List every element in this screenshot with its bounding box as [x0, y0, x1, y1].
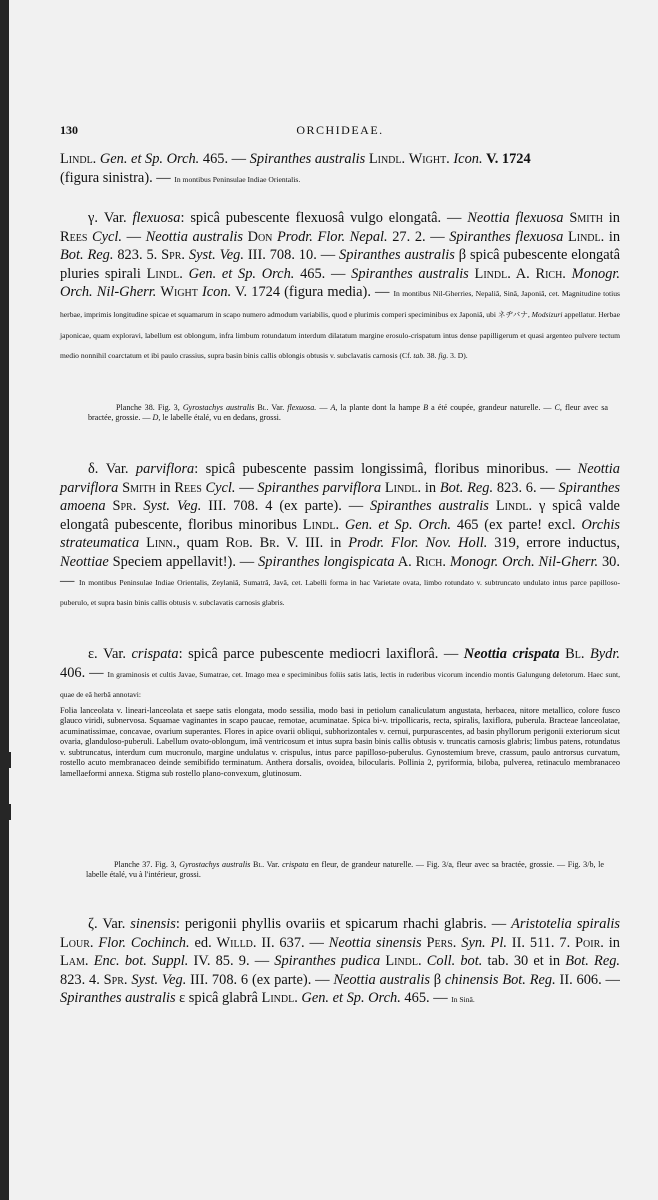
reference-number: 30. —: [60, 553, 620, 589]
reference-number: 406. —: [60, 664, 104, 681]
diagnosis: β spicâ pubescente elongatâ pluries spirali: [60, 247, 620, 282]
variety-letter: γ. Var.: [88, 210, 127, 226]
synonym: Spiranthes flexuosa: [449, 228, 564, 245]
synonym: Orchis strateumatica: [60, 516, 620, 552]
work-title: Icon.: [202, 284, 232, 301]
author: Wight.: [408, 151, 450, 167]
variety-description: [60, 460, 620, 613]
author: Spr.: [112, 498, 137, 515]
reference-number: 465. —: [202, 151, 247, 167]
scan-edge-mark: [0, 752, 11, 768]
synonym: Spiranthes parviflora: [257, 479, 382, 496]
work-title: Cycl.: [92, 228, 122, 245]
plate-caption-38: [88, 403, 608, 424]
author: Lindl.: [567, 228, 605, 245]
plate-variety: flexuosa.: [287, 403, 317, 412]
synonym: Neottia flexuosa: [467, 210, 564, 226]
work-title: Gen. et Sp. Orch.: [301, 990, 401, 1007]
author: Lour.: [60, 934, 94, 951]
variety-crispata: [60, 645, 620, 779]
synonym: Spiranthes longispicata: [258, 553, 395, 570]
reference-number: 319, errore inductus,: [494, 535, 620, 552]
work-title: Bot. Reg.: [565, 953, 621, 970]
author: Lindl.: [146, 265, 183, 282]
synonym: Spiranthes australis: [60, 990, 176, 1007]
reference-number: III. 708. 4 (ex parte). —: [208, 498, 364, 515]
reference-number: 823. 4.: [60, 971, 100, 988]
author: Don: [247, 228, 273, 245]
figure-letter: A,: [330, 403, 338, 412]
variety-name: sinensis: [130, 916, 176, 932]
work-title: Enc. bot. Suppl.: [93, 953, 189, 970]
figure-note: (figura sinistra). —: [60, 169, 171, 186]
variety-parviflora: [60, 460, 620, 613]
variety-flexuosa: [60, 209, 620, 366]
synonym: Spiranthes australis: [370, 498, 489, 515]
synonym: Neottia sinensis: [328, 934, 422, 951]
diagnosis: : perigonii phyllis ovariis et spicarum rhachi glabris. —: [175, 916, 507, 932]
author: Bl.: [253, 860, 265, 869]
author: Rich.: [415, 553, 446, 570]
reference-number: III. 708. 6 (ex parte). —: [190, 971, 330, 988]
page-number: 130: [60, 123, 78, 137]
connector: in: [424, 479, 437, 496]
connector: A.: [515, 265, 530, 282]
author: Spr.: [103, 971, 128, 988]
diagnosis: : spicâ pubescente passim longissimâ, floribus minoribus. —: [194, 461, 571, 477]
work-title: Bot. Reg.: [60, 247, 114, 264]
author: Bl.: [565, 646, 585, 662]
plate-genus: Gyrostachys australis: [182, 403, 255, 412]
connector: —: [126, 228, 141, 245]
connector: in: [608, 228, 621, 245]
reference-number: V. 1724 (figura media). —: [235, 284, 390, 301]
connector: ed.: [194, 934, 212, 951]
synonym: Spiranthes amoena: [60, 479, 621, 515]
author: Lindl.: [261, 990, 298, 1007]
figure-letter: C,: [554, 403, 562, 412]
connector: —: [239, 479, 254, 496]
reference-number: 465. —: [404, 990, 448, 1007]
synonym: chinensis: [444, 971, 499, 988]
synonym: Neottia australis: [333, 971, 430, 988]
variety-name: flexuosa: [132, 210, 181, 226]
author: Bl.: [257, 403, 269, 412]
work-title: Monogr. Orch. Nil-Gherr.: [60, 265, 621, 301]
author: Smith: [122, 479, 156, 496]
author: Pers.: [426, 934, 457, 951]
author: Lindl.: [384, 479, 422, 496]
work-title: Monogr. Orch. Nil-Gherr.: [449, 553, 599, 570]
work-title: Flor. Cochinch.: [98, 934, 190, 951]
observation-text: In montibus Peninsulae Indiae Orientalis, Zeylaniâ, Sumatrâ, Javâ, cet. Labelli forma in hac Varietate ovata, limbo rotundato v. subtruncato undulato intus parce papilloso-puberulo, et supra basin binis callis obtusis v. subclavatis carnosis glabris.: [60, 577, 620, 608]
japanese-name: ネヂバナ: [497, 309, 528, 319]
author: Rich.: [535, 265, 566, 282]
running-title: ORCHIDEAE.: [296, 123, 384, 137]
author: Lindl.: [385, 953, 422, 970]
synonym: Aristotelia spiralis: [511, 916, 621, 932]
work-title: Bot. Reg.: [439, 479, 494, 496]
author: Smith: [569, 210, 603, 226]
work-title: Gen. et Sp. Orch.: [188, 265, 295, 282]
diagnosis: ε spicâ glabrâ: [179, 990, 258, 1007]
work-title: Cycl.: [205, 479, 236, 496]
synonym: Neottiae: [60, 553, 109, 570]
diagnosis: γ spicâ valde elongatâ pubescente, floribus minoribus: [60, 498, 620, 533]
reference-number: II. 637. —: [261, 934, 324, 951]
plate-variety: crispata: [282, 860, 309, 869]
connector: A.: [397, 553, 412, 570]
author: Linn.,: [146, 535, 180, 552]
work-title: Bot. Reg.: [502, 971, 556, 988]
author: Wight: [160, 284, 198, 301]
work-title: Bydr.: [589, 646, 620, 662]
reference-number: 27. 2. —: [392, 228, 445, 245]
reference-number: 823. 6. —: [496, 479, 555, 496]
observation-text: In montibus Nil-Gherries, Nepaliâ, Sinâ, Japoniâ, cet. Magnitudine totius herbae, imprimis longitudine spicae et squamarum in scapo numero admodum variabilis, quod e plurimis comperi speciminibus ex Japoniâ, ubi ネヂバナ, Modsizuri appellatur. Herbae japonicae, quam exploravi, labellum est oblongum, infra limbum rotundatum interdum dilatatum margine erosulo-crispatum intus dense papilligerum et quasi argenteo pulvere tectum medio nonnihil coarctatum et ibi paulo crassius, supra basin binis callis oblongis obtusis v. subclavatis carnosis (Cf. tab. 38. fig. 3. D).: [60, 289, 621, 361]
running-header: [60, 123, 620, 141]
synonym: Neottia parviflora: [60, 461, 620, 496]
work-title: Syst. Veg.: [131, 971, 187, 988]
author: Lindl.: [60, 151, 97, 167]
work-title: Prodr. Flor. Nov. Holl.: [348, 535, 488, 552]
author: Rob. Br.: [225, 535, 280, 552]
description-text: Folia lanceolata v. lineari-lanceolata et saepe satis elongata, modo sessilia, modo basi in petiolum canaliculatum angustata, herbacea, nitore metallico, colore fusco glauco viridi, subnervosa. Squamae vaginantes in scapo paucae, remotae, acuminatae. Spica bi-v. tripollicaris, recta, spiralis, laxiflora, puberula. Bracteae lanceolatae, acuminatissimae, concavae, ovarium superantes. Flores in apice ovarii obliqui, subhorizontales v. cernui, purpurascentes, ad basin phyllorum perigonii exteriorum sicut ovaria, glanduloso-puberuli. Labellum ovato-oblongum, imâ ventricosum et intus supra basin binis callis obtusis v. truncatis carnosis glabris; limbus patens, rotundatus v. subtruncatus, interdum cum mucronulo, margine undulatus v. crispulus, intus parce papilloso-puberulus. Gynostemium breve, crassum, paulo antrorsus curvatum, rostello acuto membranaceo deinde semibifido terminatum. Anthera dorsalis, ovoidea, bilocularis. Pollinia 2, pyriformia, biloba, pulverea, retinaculo membranaceo lamellaeformi annexa. Stigma sub rostello plano-convexum, glutinosum.: [60, 705, 620, 778]
work-title: Coll. bot.: [426, 953, 483, 970]
variety-letter: ε. Var.: [88, 646, 126, 662]
plate-caption-37: [86, 860, 604, 881]
author: Lindl.: [474, 265, 511, 282]
diagnosis: : spicâ parce pubescente mediocri laxiflorâ. —: [178, 646, 459, 662]
author: Rees: [174, 479, 202, 496]
scan-gutter-shadow: [0, 0, 9, 1200]
reference-number: 823. 5.: [117, 247, 158, 264]
variety-name: parviflora: [135, 461, 195, 477]
reference-number: II. 511. 7.: [511, 934, 571, 951]
vernacular-name: Modsizuri: [531, 309, 563, 319]
continuation-paragraph: [60, 150, 620, 189]
reference-number: III. 708. 10. —: [247, 247, 336, 264]
connector: in: [608, 934, 620, 951]
reference-number: V. 1724: [486, 151, 531, 167]
author: Spr.: [161, 247, 185, 264]
work-title: Gen. et Sp. Orch.: [344, 516, 452, 533]
plate-caption-text: Planche 38. Fig. 3, Gyrostachys australis Bl. Var. flexuosa. — A, la plante dont la hampe B a été coupée, grandeur naturelle. — C, fleur avec sa bractée, grossie. — D, le labelle étalé, vu en dedans, grossi.: [88, 403, 608, 423]
work-title: Gen. et Sp. Orch.: [99, 151, 200, 167]
diagnosis: : spicâ pubescente flexuosâ vulgo elongatâ. —: [180, 210, 462, 226]
synonym: Spiranthes australis: [339, 247, 455, 264]
habitat-note: In montibus Peninsulae Indiae Orientalis.: [174, 174, 301, 184]
author: Lindl.: [495, 498, 533, 515]
synonym: Neottia australis: [145, 228, 243, 245]
work-title: Icon.: [453, 151, 483, 167]
scan-edge-mark: [0, 804, 11, 820]
connector: in: [608, 210, 620, 226]
connector: quam: [186, 535, 219, 552]
reference-number: V. III. in: [286, 535, 342, 552]
variety-letter: ζ. Var.: [88, 916, 126, 932]
author: Willd.: [216, 934, 257, 951]
diagnosis: β: [433, 971, 442, 988]
author: Lindl.: [302, 516, 340, 533]
connector: tab. 30 et in: [487, 953, 561, 970]
synonym: Spiranthes pudica: [274, 953, 381, 970]
reference-number: II. 606. —: [559, 971, 620, 988]
variety-letter: δ. Var.: [88, 461, 129, 477]
author: Poir.: [575, 934, 604, 951]
connector: Speciem appellavit!). —: [112, 553, 255, 570]
reference-number: 465 (ex parte! excl.: [456, 516, 576, 533]
figure-letter: D,: [152, 413, 161, 423]
observation-text: In graminosis et cultis Javae, Sumatrae, cet. Imago mea e speciminibus foliis satis latis, lectis in ruderibus vicorum incendio montis Galungung deletorum. Haec sunt, quae de eâ herbâ annotavi:: [60, 669, 621, 700]
author: Lam.: [60, 953, 89, 970]
figure-letter: B: [423, 403, 429, 412]
reference-number: IV. 85. 9. —: [193, 953, 270, 970]
plate-genus: Gyrostachys australis: [179, 860, 251, 869]
variety-description: [60, 645, 620, 705]
variety-description: [60, 915, 620, 1010]
variety-description: [60, 209, 620, 366]
synonym: Spiranthes australis: [351, 265, 469, 282]
plate-caption-text: Planche 37. Fig. 3, Gyrostachys australis Bl. Var. crispata en fleur, de grandeur naturelle. — Fig. 3/a, fleur avec sa bractée, grossie. — Fig. 3/b, le labelle étalé, vu à l'intérieur, grossi.: [86, 860, 605, 880]
author: Lindl.: [368, 151, 406, 167]
variety-sinensis: [60, 915, 620, 1010]
reference-number: 465. —: [300, 265, 346, 282]
work-title: Syst. Veg.: [143, 498, 202, 515]
work-title: Prodr. Flor. Nepal.: [277, 228, 388, 245]
habitat-note: In Sinâ.: [451, 995, 475, 1005]
entry-continuation: [60, 150, 620, 189]
connector: in: [159, 479, 171, 496]
variety-name: crispata: [131, 646, 179, 662]
synonym: Neottia crispata: [463, 646, 560, 662]
synonym: Spiranthes australis: [249, 151, 366, 167]
work-title: Syst. Veg.: [188, 247, 244, 264]
author: Rees: [60, 228, 88, 245]
work-title: Syn. Pl.: [461, 934, 507, 951]
